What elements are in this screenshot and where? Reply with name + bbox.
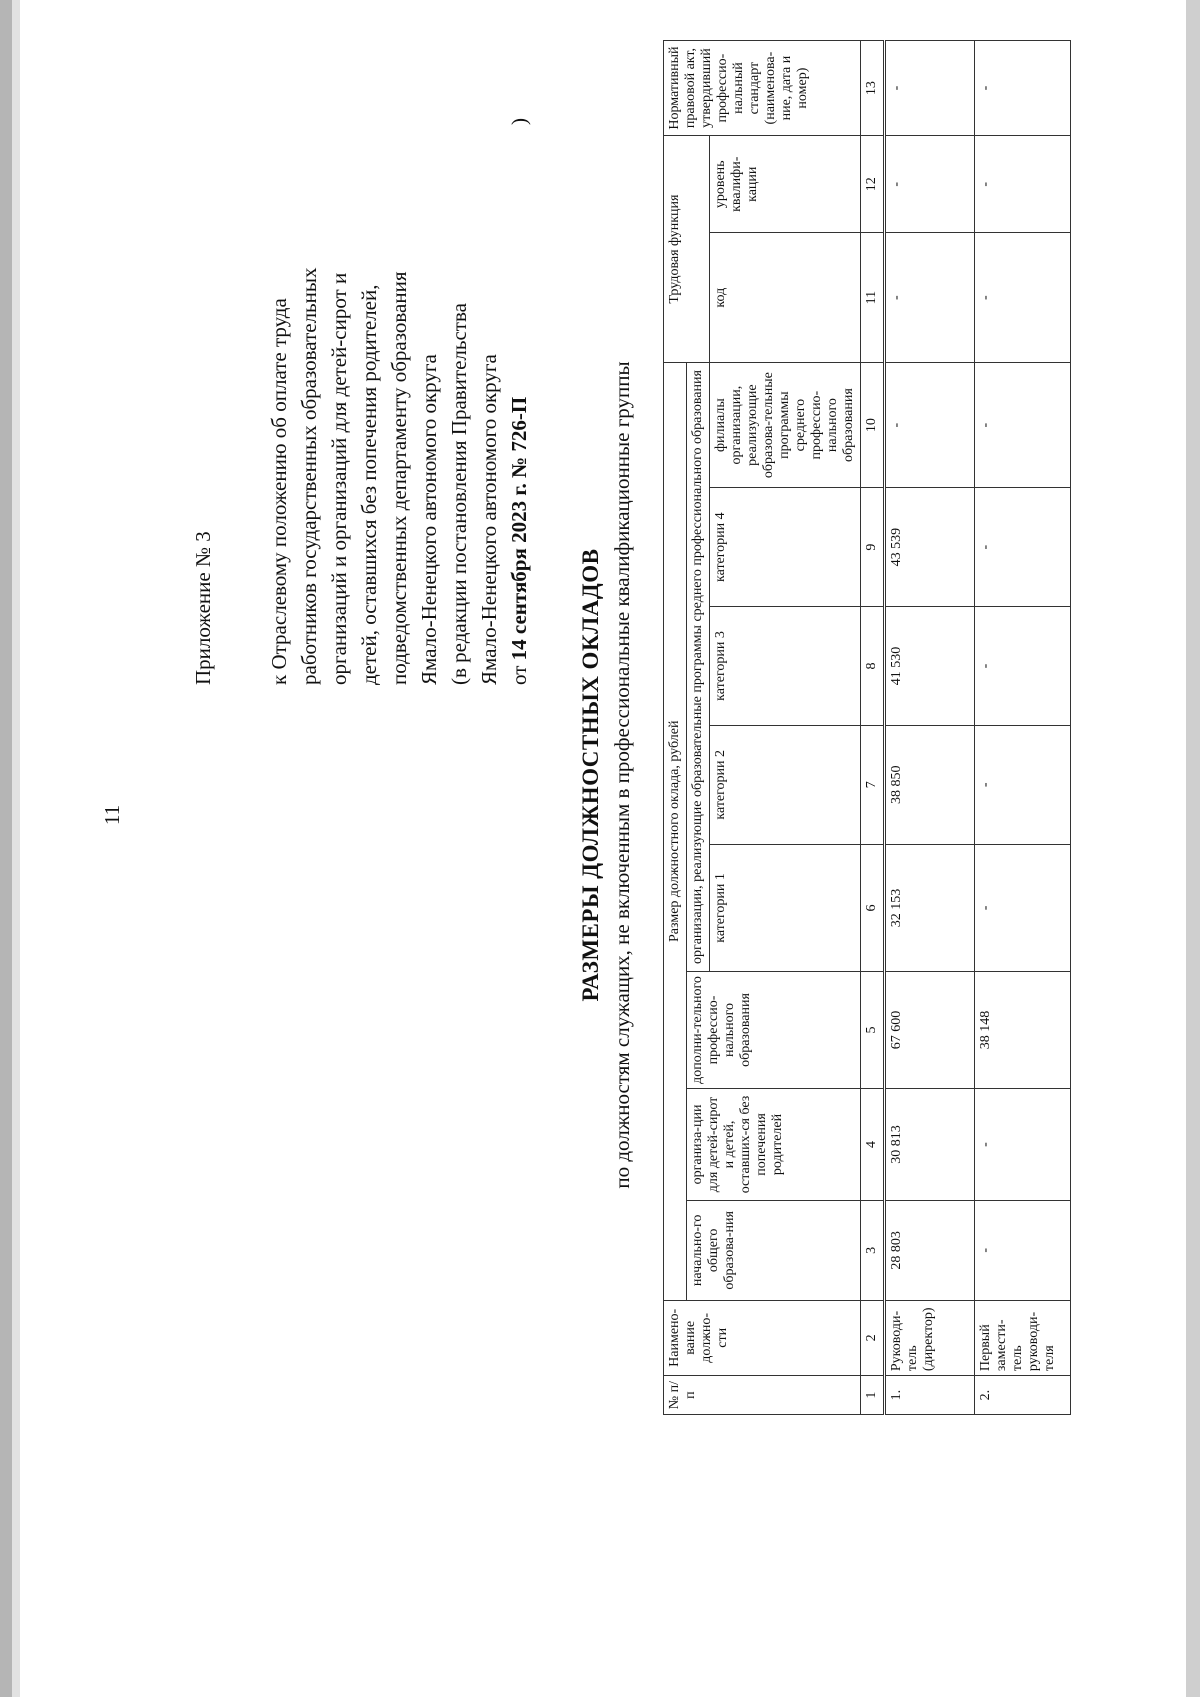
appendix-closing-paren: ) xyxy=(507,118,531,125)
header-category-1: категории 1 xyxy=(710,844,861,971)
row-value: - xyxy=(885,233,975,363)
column-index: 5 xyxy=(861,972,885,1089)
row-num: 2. xyxy=(975,1376,1071,1415)
row-value: 28 803 xyxy=(885,1201,975,1300)
appendix-date-prefix: от xyxy=(507,665,531,685)
appendix-title: Приложение № 3 xyxy=(191,531,215,685)
row-value: - xyxy=(885,362,975,487)
header-code: код xyxy=(710,233,861,363)
row-value: - xyxy=(975,725,1071,844)
row-value: - xyxy=(975,607,1071,726)
header-primary-education: начально-го общего образова-ния xyxy=(687,1201,861,1300)
appendix-line: организаций и организаций для детей-сирот и xyxy=(327,272,351,685)
column-index: 4 xyxy=(861,1088,885,1200)
row-value: - xyxy=(975,844,1071,971)
row-value: - xyxy=(975,488,1071,607)
scan-edge-left xyxy=(0,0,12,1697)
table-row xyxy=(975,41,1071,1415)
column-index: 12 xyxy=(861,136,885,233)
appendix-line: (в редакции постановления Правительства xyxy=(447,303,471,685)
row-num: 1. xyxy=(885,1376,975,1415)
row-value: - xyxy=(975,136,1071,233)
document-subtitle: по должностям служащих, не включенным в профессиональные квалификационные группы xyxy=(610,361,634,1189)
header-category-2: категории 2 xyxy=(710,725,861,844)
header-additional-education: дополни-тельного профессио-нального образования xyxy=(687,972,861,1089)
header-normative-act: Нормативный правовой акт, утвердивший профессио-нальный стандарт (наименова-ние, дата и номер) xyxy=(664,41,861,136)
appendix-block xyxy=(188,45,534,685)
header-orphan-organizations: организа-ции для детей-сирот и детей, оставших-ся без попечения родителей xyxy=(687,1088,861,1200)
header-category-4: категории 4 xyxy=(710,488,861,607)
column-index: 1 xyxy=(861,1376,885,1415)
row-value: - xyxy=(885,136,975,233)
row-position-name: Первый замести-тель руководи-теля xyxy=(975,1300,1071,1376)
header-salary-group: Размер должностного оклада, рублей xyxy=(664,362,687,1300)
salary-table xyxy=(663,40,1071,1415)
appendix-date-line xyxy=(504,45,534,685)
row-value: 43 539 xyxy=(885,488,975,607)
column-index: 13 xyxy=(861,41,885,136)
appendix-line: Ямало-Ненецкого автономого округа xyxy=(477,354,501,685)
document-title: РАЗМЕРЫ ДОЛЖНОСТНЫХ ОКЛАДОВ xyxy=(578,548,603,1002)
row-value: 41 530 xyxy=(885,607,975,726)
row-value: - xyxy=(975,1201,1071,1300)
column-index: 7 xyxy=(861,725,885,844)
header-name: Наимено-вание должно-сти xyxy=(664,1300,861,1376)
appendix-line: Ямало-Ненецкого автономого округа xyxy=(417,354,441,685)
row-value: 30 813 xyxy=(885,1088,975,1200)
column-index-row xyxy=(861,41,885,1415)
row-value: - xyxy=(975,362,1071,487)
row-value: - xyxy=(975,233,1071,363)
column-index: 9 xyxy=(861,488,885,607)
row-value: 32 153 xyxy=(885,844,975,971)
appendix-line: к Отраслевому положению об оплате труда xyxy=(267,298,291,685)
header-category-3: категории 3 xyxy=(710,607,861,726)
appendix-line: работников государственных образовательных xyxy=(297,267,321,685)
header-qualification-level: уровень квалифи-кации xyxy=(710,136,861,233)
row-position-name: Руководи-тель (директор) xyxy=(885,1300,975,1376)
column-index: 2 xyxy=(861,1300,885,1376)
page-number: 11 xyxy=(100,804,124,826)
scan-edge-right xyxy=(1186,0,1200,1697)
column-index: 3 xyxy=(861,1201,885,1300)
row-value: - xyxy=(885,41,975,136)
row-value: - xyxy=(975,1088,1071,1200)
column-index: 10 xyxy=(861,362,885,487)
row-value: - xyxy=(975,41,1071,136)
row-value: 38 148 xyxy=(975,972,1071,1089)
column-index: 6 xyxy=(861,844,885,971)
table-row xyxy=(885,41,975,1415)
header-branches: филиалы организации, реализующие образова-тельные программы среднего профессио-нального образования xyxy=(710,362,861,487)
column-index: 11 xyxy=(861,233,885,363)
rotated-page xyxy=(18,5,1188,1685)
header-num: № п/п xyxy=(664,1376,861,1415)
appendix-date: 14 сентября 2023 г. № 726-П xyxy=(507,396,531,661)
row-value: 67 600 xyxy=(885,972,975,1089)
appendix-line: подведомственных департаменту образования xyxy=(387,271,411,685)
column-index: 8 xyxy=(861,607,885,726)
appendix-line: детей, оставшихся без попечения родителей, xyxy=(357,284,381,685)
row-value: 38 850 xyxy=(885,725,975,844)
header-spo-organizations: организации, реализующие образовательные программы среднего профессионального образования xyxy=(687,362,710,971)
header-labor-function: Трудовая функция xyxy=(664,136,710,363)
